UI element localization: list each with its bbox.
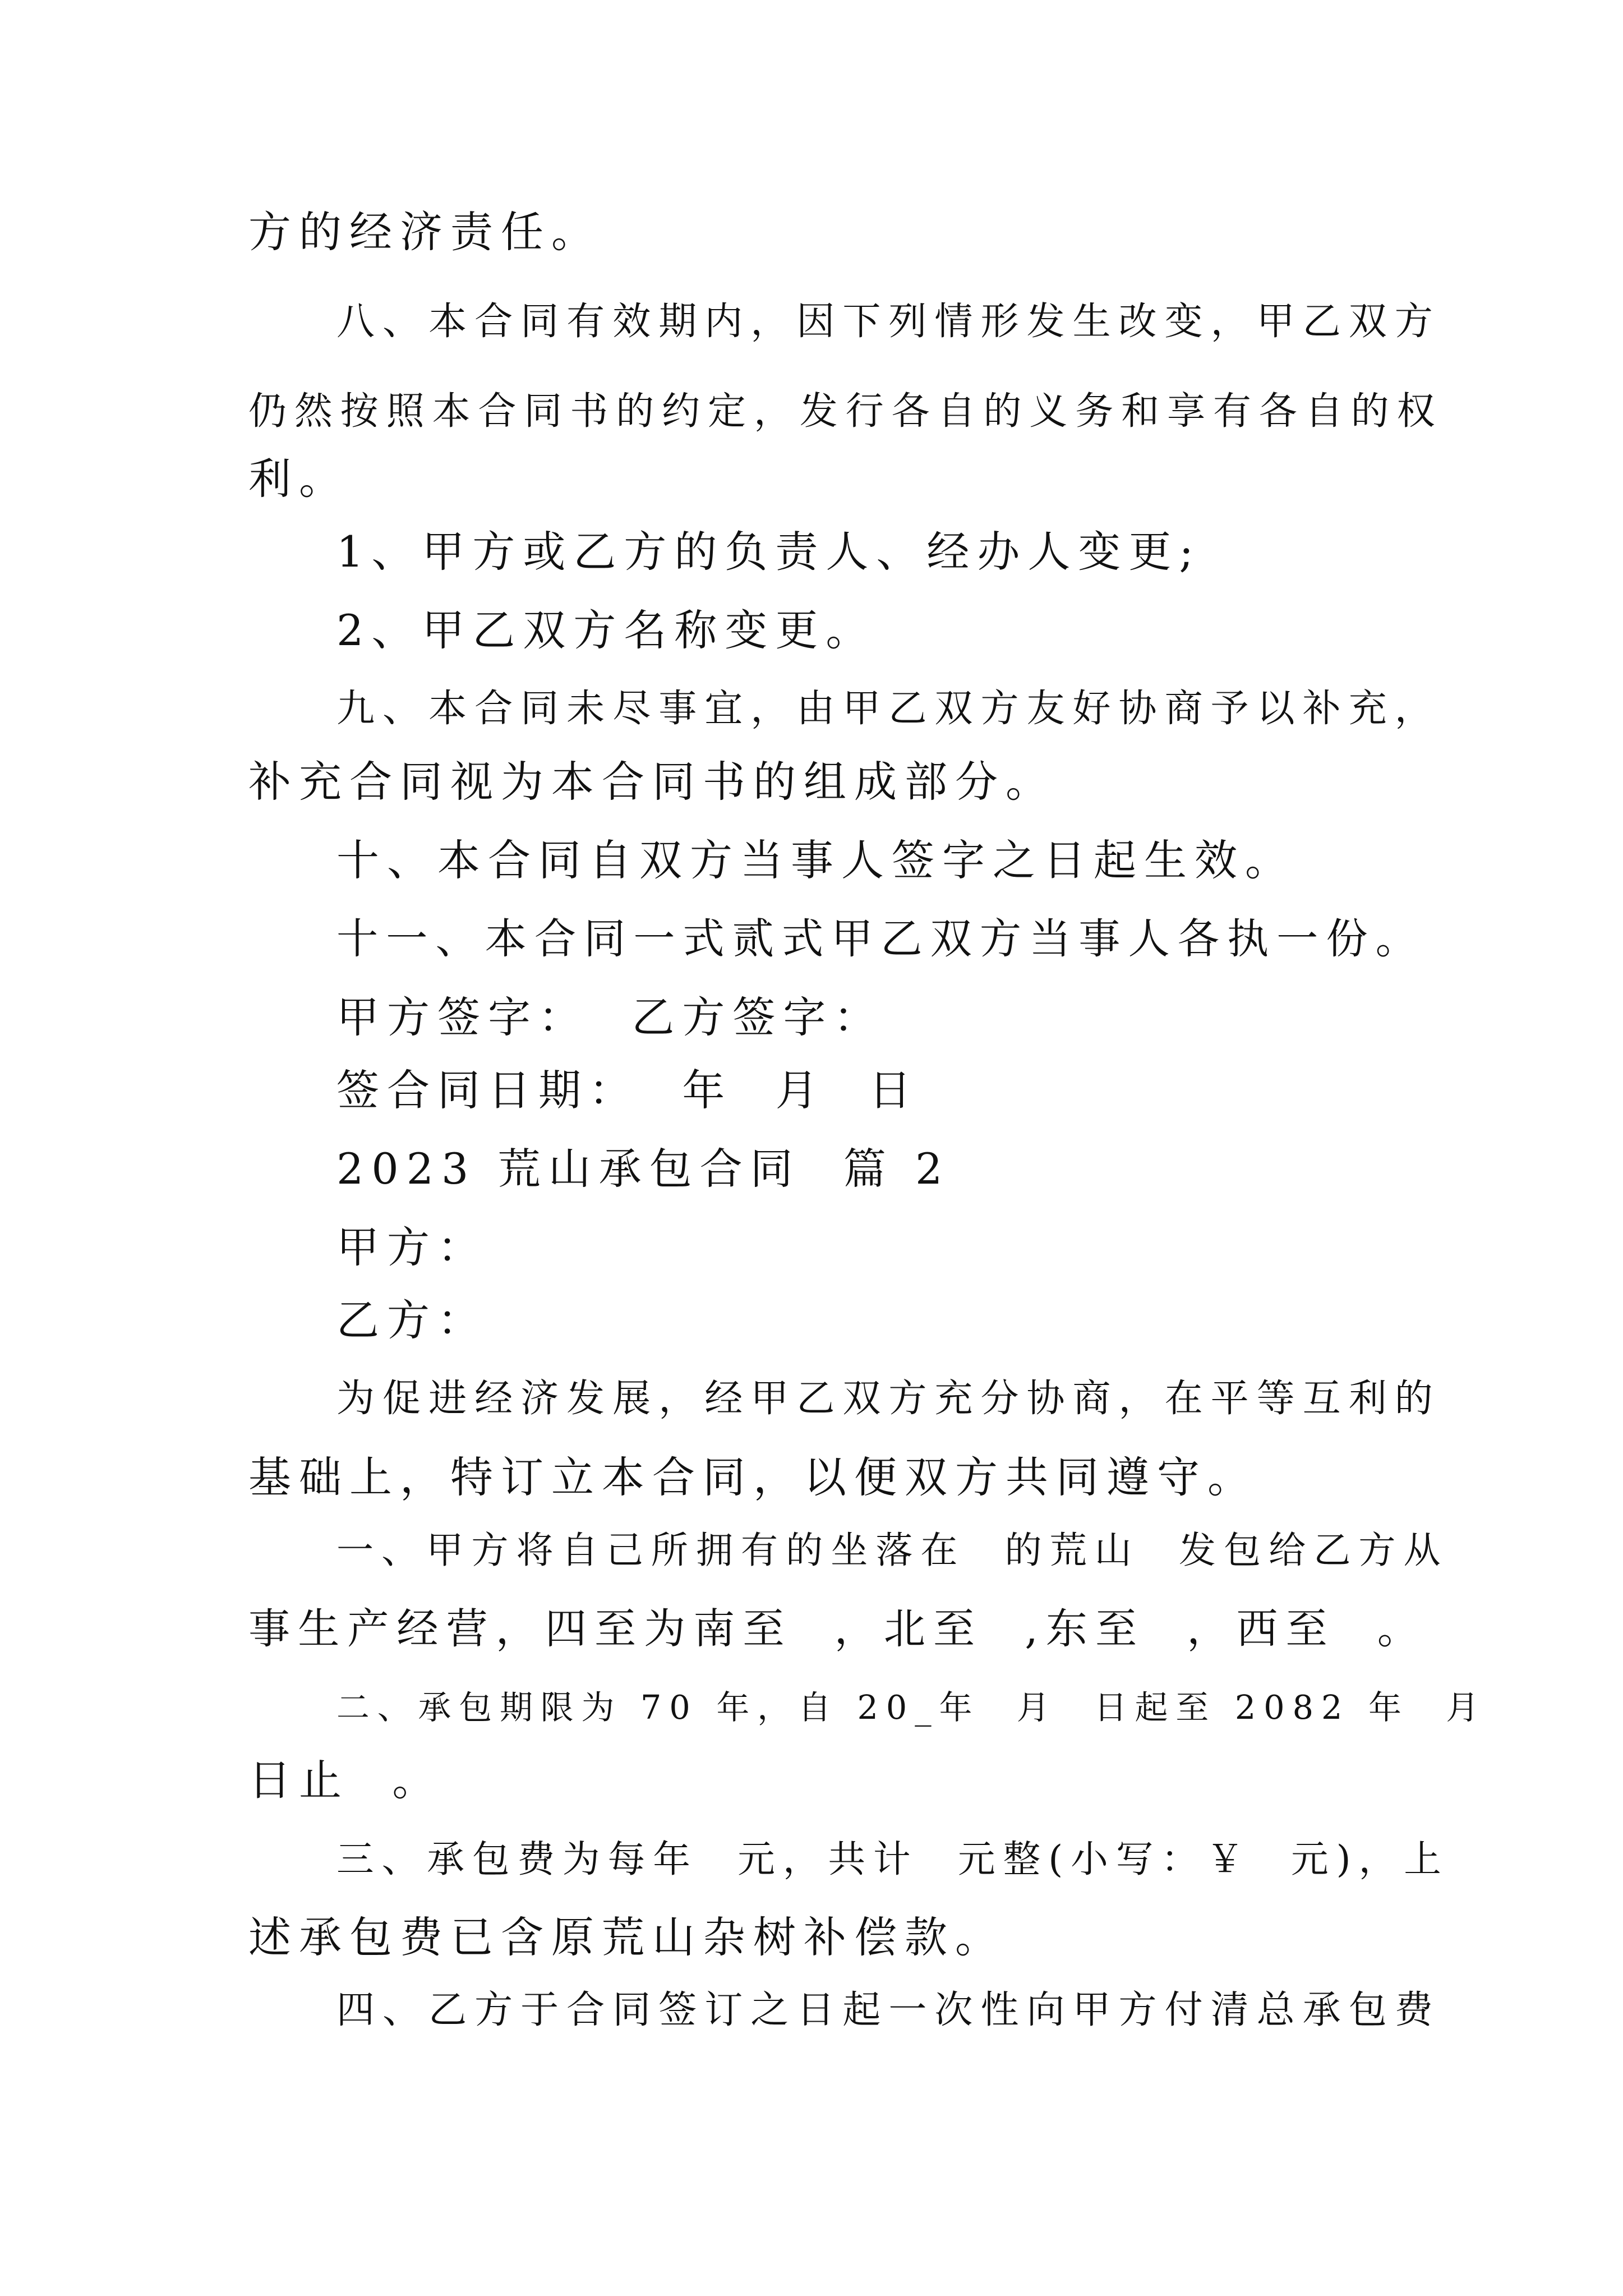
- text-line: 2023 荒山承包合同 篇 2: [336, 1144, 951, 1194]
- text-line: 日止 。: [248, 1755, 443, 1805]
- text-line: 三、承包费为每年 元，共计 元整(小写：￥ 元)，上: [336, 1837, 1449, 1881]
- text-line: 签合同日期： 年 月 日: [336, 1065, 919, 1115]
- text-line: 为促进经济发展，经甲乙双方充分协商，在平等互利的: [336, 1377, 1441, 1421]
- text-line: 乙方：: [336, 1295, 488, 1345]
- text-line: 1、甲方或乙方的负责人、经办人变更;: [336, 527, 1201, 577]
- text-line: 仍然按照本合同书的约定，发行各自的义务和享有各自的权: [248, 389, 1443, 434]
- text-line: 补充合同视为本合同书的组成部分。: [248, 757, 1056, 807]
- text-line: 甲方签字： 乙方签字：: [336, 992, 884, 1042]
- text-line: 基础上，特订立本合同，以便双方共同遵守。: [248, 1452, 1258, 1502]
- text-line: 方的经济责任。: [248, 207, 602, 257]
- text-line: 利。: [248, 454, 349, 504]
- text-line: 述承包费已含原荒山杂树补偿款。: [248, 1912, 1006, 1962]
- text-line: 2、甲乙双方名称变更。: [336, 605, 877, 655]
- text-line: 九、本合同未尽事宜，由甲乙双方友好协商予以补充，: [336, 687, 1441, 731]
- text-line: 十、本合同自双方当事人签字之日起生效。: [336, 835, 1295, 885]
- text-line: 二、承包期限为 70 年，自 20_年 月 日起至 2082 年 月: [336, 1688, 1487, 1727]
- text-line: 甲方：: [336, 1222, 488, 1272]
- text-line: 八、本合同有效期内，因下列情形发生改变，甲乙双方: [336, 300, 1441, 344]
- text-line: 事生产经营，四至为南至 ，北至 ,东至 ，西至 。: [248, 1605, 1427, 1653]
- text-line: 一、甲方将自己所拥有的坐落在 的荒山 发包给乙方从: [336, 1529, 1449, 1572]
- text-line: 十一、本合同一式贰式甲乙双方当事人各执一份。: [336, 914, 1425, 963]
- text-line: 四、乙方于合同签订之日起一次性向甲方付清总承包费: [336, 1988, 1441, 2032]
